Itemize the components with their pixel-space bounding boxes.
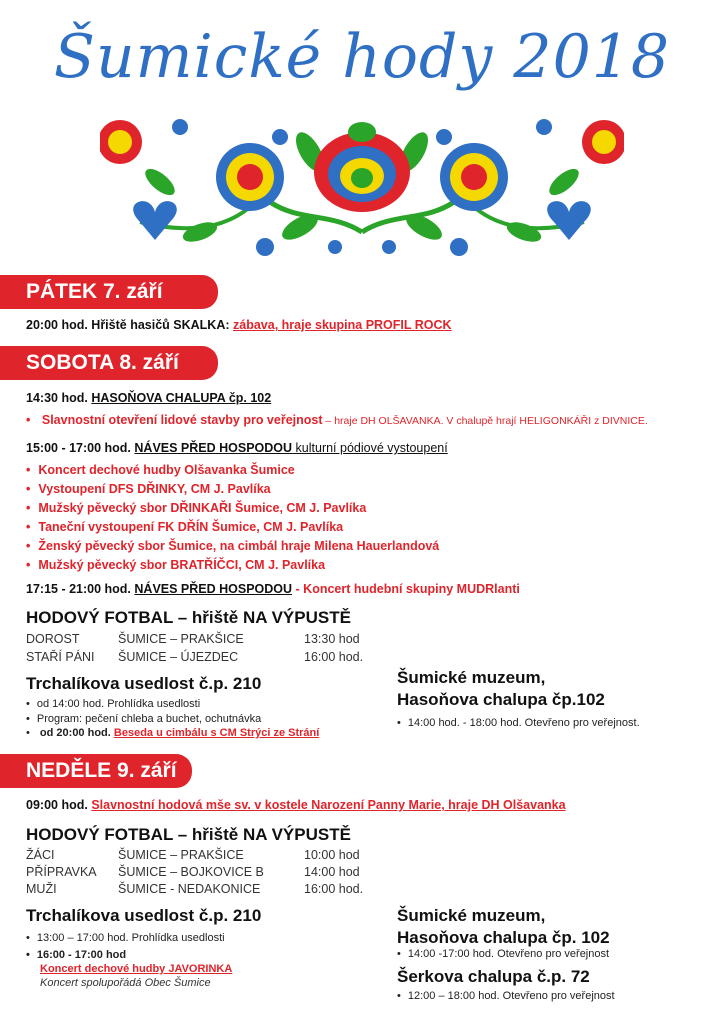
sat-l2-place: NÁVES PŘED HOSPODOU	[134, 441, 293, 455]
saturday-line-1	[26, 391, 271, 405]
match: ŠUMICE – ÚJEZDEC	[118, 650, 239, 664]
sat-muzeum-title-1: Šumické muzeum,	[397, 668, 546, 687]
friday-event: zábava, hraje skupina PROFIL ROCK	[233, 318, 452, 332]
day-band-friday: PÁTEK 7. září	[0, 275, 218, 309]
list-item: • Program: pečení chleba a buchet, ochutnávka	[26, 713, 261, 725]
table-row	[26, 882, 386, 898]
time: 16:00 hod.	[304, 882, 364, 896]
table-row	[26, 650, 386, 666]
sunday-line-1	[26, 798, 566, 812]
sat-usedlost-time: od 20:00 hod.	[39, 727, 111, 739]
page-title: Šumické hody 2018	[53, 22, 671, 92]
list-item: • Koncert dechové hudby Olšavanka Šumice	[26, 463, 295, 477]
sun-muzeum-title-1: Šumické muzeum,	[397, 906, 546, 925]
list-item: • od 14:00 hod. Prohlídka usedlosti	[26, 698, 200, 710]
table-row	[26, 632, 386, 648]
sun-football-title: HODOVÝ FOTBAL – hřiště NA VÝPUSTĚ	[26, 825, 351, 844]
time: 16:00 hod.	[304, 650, 364, 664]
team: ŽÁCI	[26, 848, 55, 862]
sat-usedlost-link: Beseda u cimbálu s CM Strýci ze Strání	[113, 727, 320, 739]
match: ŠUMICE – PRAKŠICE	[118, 848, 244, 862]
list-item: • Mužský pěvecký sbor BRATŘÍČCI, CM J. Pavlíka	[26, 558, 325, 572]
sat-l3-event: - Koncert hudební skupiny MUDRlanti	[292, 582, 520, 596]
team: STAŘÍ PÁNI	[26, 650, 95, 664]
sun-usedlost-note: Koncert spolupořádá Obec Šumice	[40, 977, 211, 989]
sun-muzeum-title-2: Hasoňova chalupa čp. 102	[397, 928, 610, 947]
team: DOROST	[26, 632, 80, 646]
list-item: • 12:00 – 18:00 hod. Otevřeno pro veřejnost	[397, 990, 615, 1002]
sun-serkova-title: Šerkova chalupa č.p. 72	[397, 967, 590, 986]
sat-l3-place: NÁVES PŘED HOSPODOU	[134, 582, 293, 596]
list-item: • Mužský pěvecký sbor DŘINKAŘI Šumice, CM J. Pavlíka	[26, 501, 366, 515]
team: PŘÍPRAVKA	[26, 865, 97, 879]
match: ŠUMICE – PRAKŠICE	[118, 632, 244, 646]
list-item	[26, 727, 319, 739]
list-item: • 16:00 - 17:00 hod	[26, 949, 126, 961]
sat-l2-note: kulturní pódiové vystoupení	[292, 441, 448, 455]
sat-football-title: HODOVÝ FOTBAL – hřiště NA VÝPUSTĚ	[26, 608, 351, 627]
sat-l1-bullet	[26, 413, 648, 427]
sun-usedlost-title: Trchalíkova usedlost č.p. 210	[26, 906, 262, 925]
table-row	[26, 865, 386, 881]
list-item: • Ženský pěvecký sbor Šumice, na cimbál hraje Milena Hauerlandová	[26, 539, 439, 553]
saturday-line-2	[26, 441, 448, 455]
time: 10:00 hod	[304, 848, 360, 862]
time: 13:30 hod	[304, 632, 360, 646]
friday-time-place: 20:00 hod. Hřiště hasičů SKALKA:	[26, 318, 230, 332]
sat-usedlost-title: Trchalíkova usedlost č.p. 210	[26, 674, 262, 693]
folk-ornament-image	[100, 112, 624, 262]
list-item: • Taneční vystoupení FK DŘÍN Šumice, CM J. Pavlíka	[26, 520, 343, 534]
sat-l1-place: HASOŇOVA CHALUPA čp. 102	[91, 391, 272, 405]
sun-usedlost-link-text: Koncert dechové hudby JAVORINKA	[40, 963, 233, 975]
table-row	[26, 848, 386, 864]
match: ŠUMICE – BOJKOVICE B	[118, 865, 264, 879]
match: ŠUMICE - NEDAKONICE	[118, 882, 261, 896]
list-item: • 14:00 -17:00 hod. Otevřeno pro veřejnost	[397, 948, 609, 960]
sat-l3-time: 17:15 - 21:00 hod.	[26, 582, 131, 596]
sat-l1-bullet-note: – hraje DH OLŠAVANKA. V chalupě hrají HELIGONKÁŘI z DIVNICE.	[322, 415, 648, 427]
day-band-saturday: SOBOTA 8. září	[0, 346, 218, 380]
sat-l1-time: 14:30 hod.	[26, 391, 88, 405]
list-item: • Vystoupení DFS DŘINKY, CM J. Pavlíka	[26, 482, 271, 496]
friday-event-line	[26, 318, 452, 332]
sat-l2-time: 15:00 - 17:00 hod.	[26, 441, 131, 455]
sat-muzeum-title-2: Hasoňova chalupa čp.102	[397, 690, 605, 709]
saturday-line-3	[26, 582, 520, 596]
time: 14:00 hod	[304, 865, 360, 879]
team: MUŽI	[26, 882, 57, 896]
day-band-sunday: NEDĚLE 9. září	[0, 754, 192, 788]
sun-l1-event: Slavnostní hodová mše sv. v kostele Narození Panny Marie, hraje DH Olšavanka	[91, 798, 566, 812]
sun-l1-time: 09:00 hod.	[26, 798, 88, 812]
sun-usedlost-link	[40, 963, 232, 975]
list-item: • 13:00 – 17:00 hod. Prohlídka usedlosti	[26, 932, 225, 944]
list-item: • 14:00 hod. - 18:00 hod. Otevřeno pro veřejnost.	[397, 717, 640, 729]
sat-l1-bullet-text: Slavnostní otevření lidové stavby pro veřejnost	[41, 413, 323, 427]
